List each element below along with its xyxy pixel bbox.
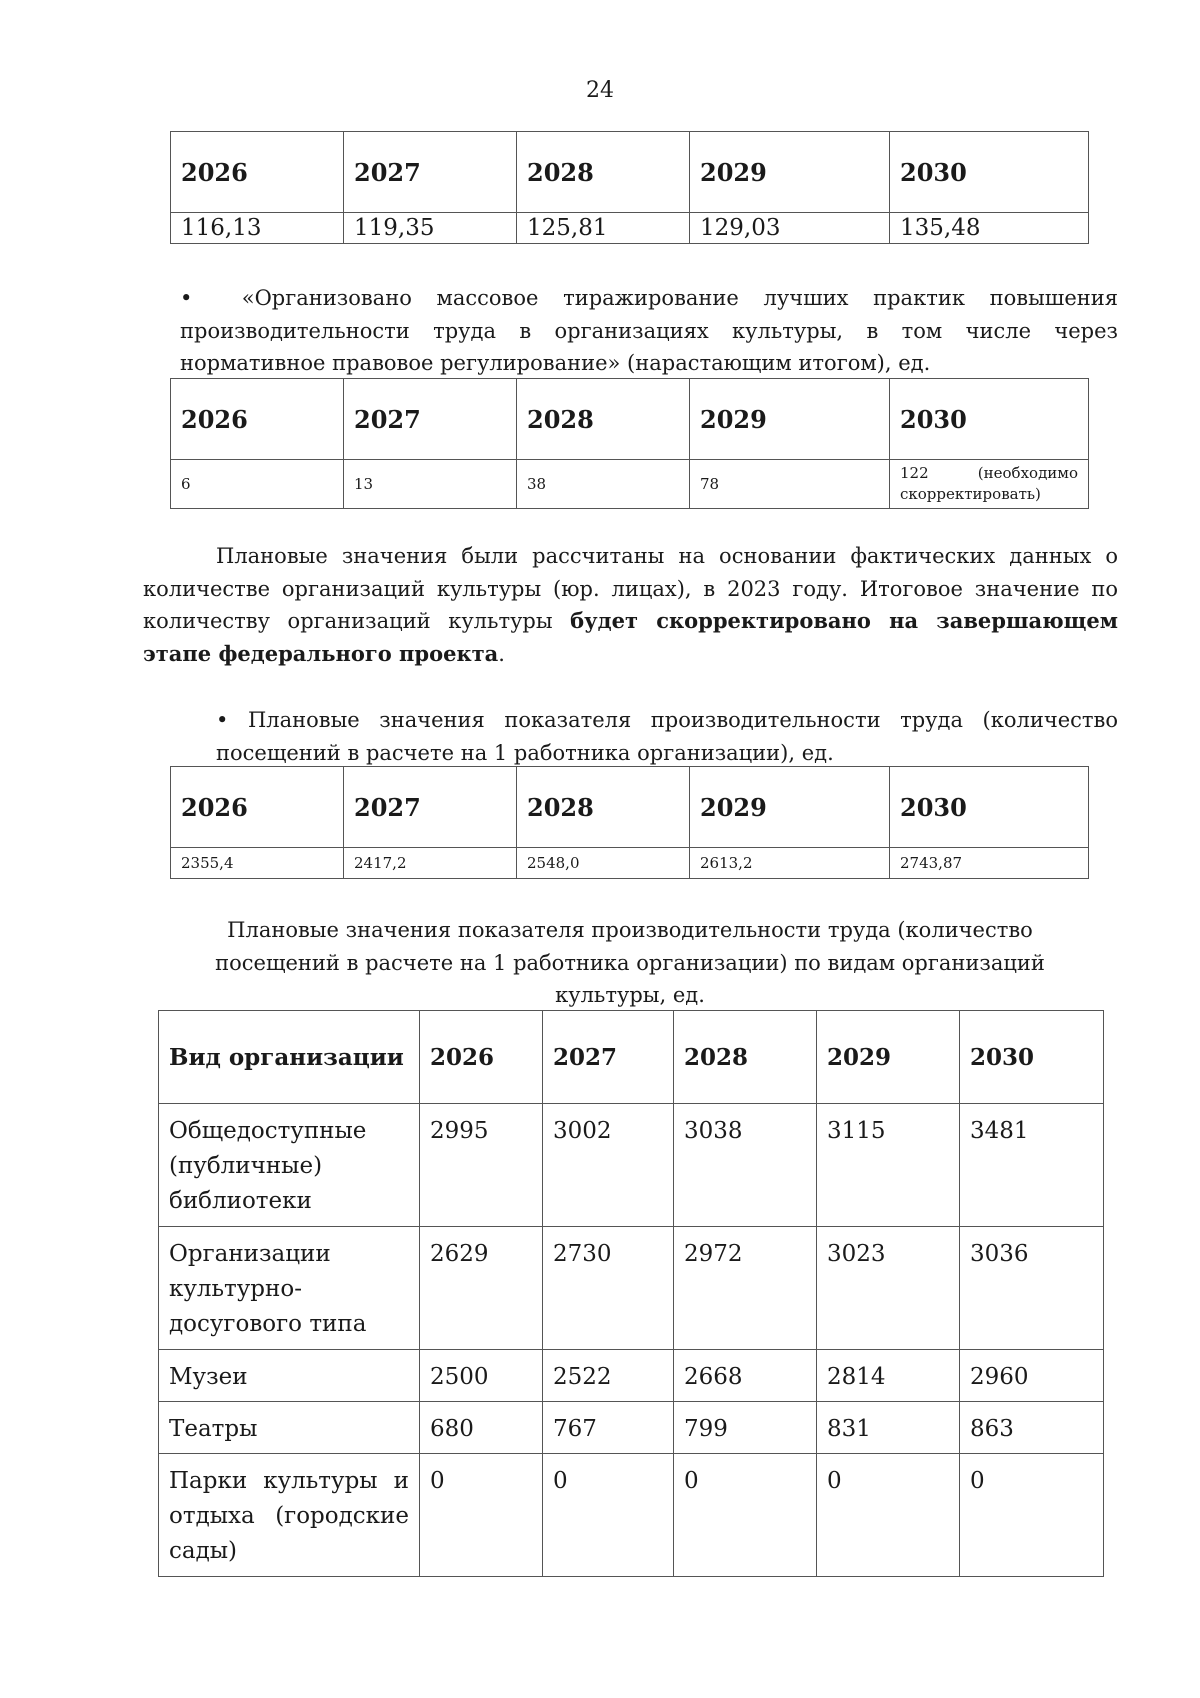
table-2 (170, 378, 1089, 509)
paragraph-end: . (498, 641, 505, 666)
value-cell: 13 (344, 460, 517, 509)
org-type-cell: Организации культурно-досугового типа (159, 1227, 420, 1350)
value-cell: 2522 (543, 1350, 674, 1402)
header-cell: 2027 (344, 379, 517, 460)
table-row (159, 1350, 1104, 1402)
value-cell: 3023 (817, 1227, 960, 1350)
value-cell: 78 (690, 460, 890, 509)
value-cell: 2668 (674, 1350, 817, 1402)
org-type-cell: Парки культуры и отдыха (городские сады) (159, 1454, 420, 1577)
value-cell: 2972 (674, 1227, 817, 1350)
header-cell: 2026 (420, 1011, 543, 1104)
value-cell: 119,35 (344, 213, 517, 244)
bullet-text: • Плановые значения показателя производительности труда (количество посещений в расчете на 1 работника организации), ед. (216, 708, 1118, 765)
value-cell: 2417,2 (344, 848, 517, 879)
table-2-value-row (171, 460, 1089, 509)
value-cell: 3481 (960, 1104, 1104, 1227)
value-cell: 0 (543, 1454, 674, 1577)
header-cell: 2030 (890, 379, 1089, 460)
value-cell: 3002 (543, 1104, 674, 1227)
value-cell: 767 (543, 1402, 674, 1454)
header-cell: 2029 (690, 379, 890, 460)
table-4-caption: Плановые значения показателя производительности труда (количество посещений в расчете на 1 работника организации) по видам организаций культуры, ед. (215, 918, 1045, 1007)
header-cell: Вид организации (159, 1011, 420, 1104)
header-cell: 2027 (543, 1011, 674, 1104)
value-cell: 2730 (543, 1227, 674, 1350)
org-type-cell: Общедоступные (публичные) библиотеки (159, 1104, 420, 1227)
value-cell: 680 (420, 1402, 543, 1454)
value-cell: 0 (817, 1454, 960, 1577)
header-cell: 2029 (690, 767, 890, 848)
value-cell: 2613,2 (690, 848, 890, 879)
value-cell: 863 (960, 1402, 1104, 1454)
header-cell: 2028 (517, 132, 690, 213)
header-cell: 2029 (690, 132, 890, 213)
header-cell: 2030 (890, 767, 1089, 848)
value-cell: 122 (необходимо скорректировать) (890, 460, 1089, 509)
paragraph-text: Плановые значения были рассчитаны на основании фактических данных о количестве организаций культуры (юр. лицах), в 2023 году. Итоговое значение по количеству организаций культуры (143, 544, 1118, 633)
header-cell: 2027 (344, 132, 517, 213)
page-number: 24 (586, 78, 614, 103)
header-cell: 2028 (517, 767, 690, 848)
body-paragraph (143, 540, 1118, 670)
value-cell: 6 (171, 460, 344, 509)
value-cell: 0 (674, 1454, 817, 1577)
table-1-value-row (171, 213, 1089, 244)
value-cell: 2995 (420, 1104, 543, 1227)
table-1-header-row (171, 132, 1089, 213)
org-type-cell: Музеи (159, 1350, 420, 1402)
value-cell: 2743,87 (890, 848, 1089, 879)
table-row (159, 1454, 1104, 1577)
bullet-marker: • (180, 286, 193, 310)
table-2-header-row (171, 379, 1089, 460)
org-type-cell: Театры (159, 1402, 420, 1454)
header-cell: 2028 (674, 1011, 817, 1104)
table-row (159, 1227, 1104, 1350)
table-3-value-row (171, 848, 1089, 879)
header-cell: 2027 (344, 767, 517, 848)
header-cell: 2026 (171, 379, 344, 460)
value-cell: 3115 (817, 1104, 960, 1227)
table-row (159, 1104, 1104, 1227)
value-cell: 0 (420, 1454, 543, 1577)
value-cell: 2355,4 (171, 848, 344, 879)
table-4 (158, 1010, 1104, 1577)
value-cell: 2814 (817, 1350, 960, 1402)
table-4-header-row (159, 1011, 1104, 1104)
value-cell: 2960 (960, 1350, 1104, 1402)
table-row (159, 1402, 1104, 1454)
header-cell: 2028 (517, 379, 690, 460)
value-cell: 3036 (960, 1227, 1104, 1350)
value-cell: 3038 (674, 1104, 817, 1227)
table-3-header-row (171, 767, 1089, 848)
value-cell: 2500 (420, 1350, 543, 1402)
value-cell: 0 (960, 1454, 1104, 1577)
header-cell: 2030 (890, 132, 1089, 213)
value-cell: 2629 (420, 1227, 543, 1350)
value-cell: 799 (674, 1402, 817, 1454)
header-cell: 2029 (817, 1011, 960, 1104)
value-cell: 125,81 (517, 213, 690, 244)
header-cell: 2026 (171, 132, 344, 213)
header-cell: 2026 (171, 767, 344, 848)
value-cell: 831 (817, 1402, 960, 1454)
bullet-paragraph-1 (180, 282, 1118, 380)
value-cell: 2548,0 (517, 848, 690, 879)
bullet-paragraph-2 (216, 704, 1118, 769)
paragraph-bold-text: будет скорректировано на завершающем этапе федерального проекта (143, 608, 1118, 666)
table-1 (170, 131, 1089, 244)
table-3 (170, 766, 1089, 879)
value-cell: 38 (517, 460, 690, 509)
header-cell: 2030 (960, 1011, 1104, 1104)
bullet-text: «Организовано массовое тиражирование лучших практик повышения производительности труда в организациях культуры, в том числе через нормативное правовое регулирование» (нарастающим итогом), ед. (180, 286, 1118, 375)
value-cell: 135,48 (890, 213, 1089, 244)
value-cell: 129,03 (690, 213, 890, 244)
value-cell: 116,13 (171, 213, 344, 244)
